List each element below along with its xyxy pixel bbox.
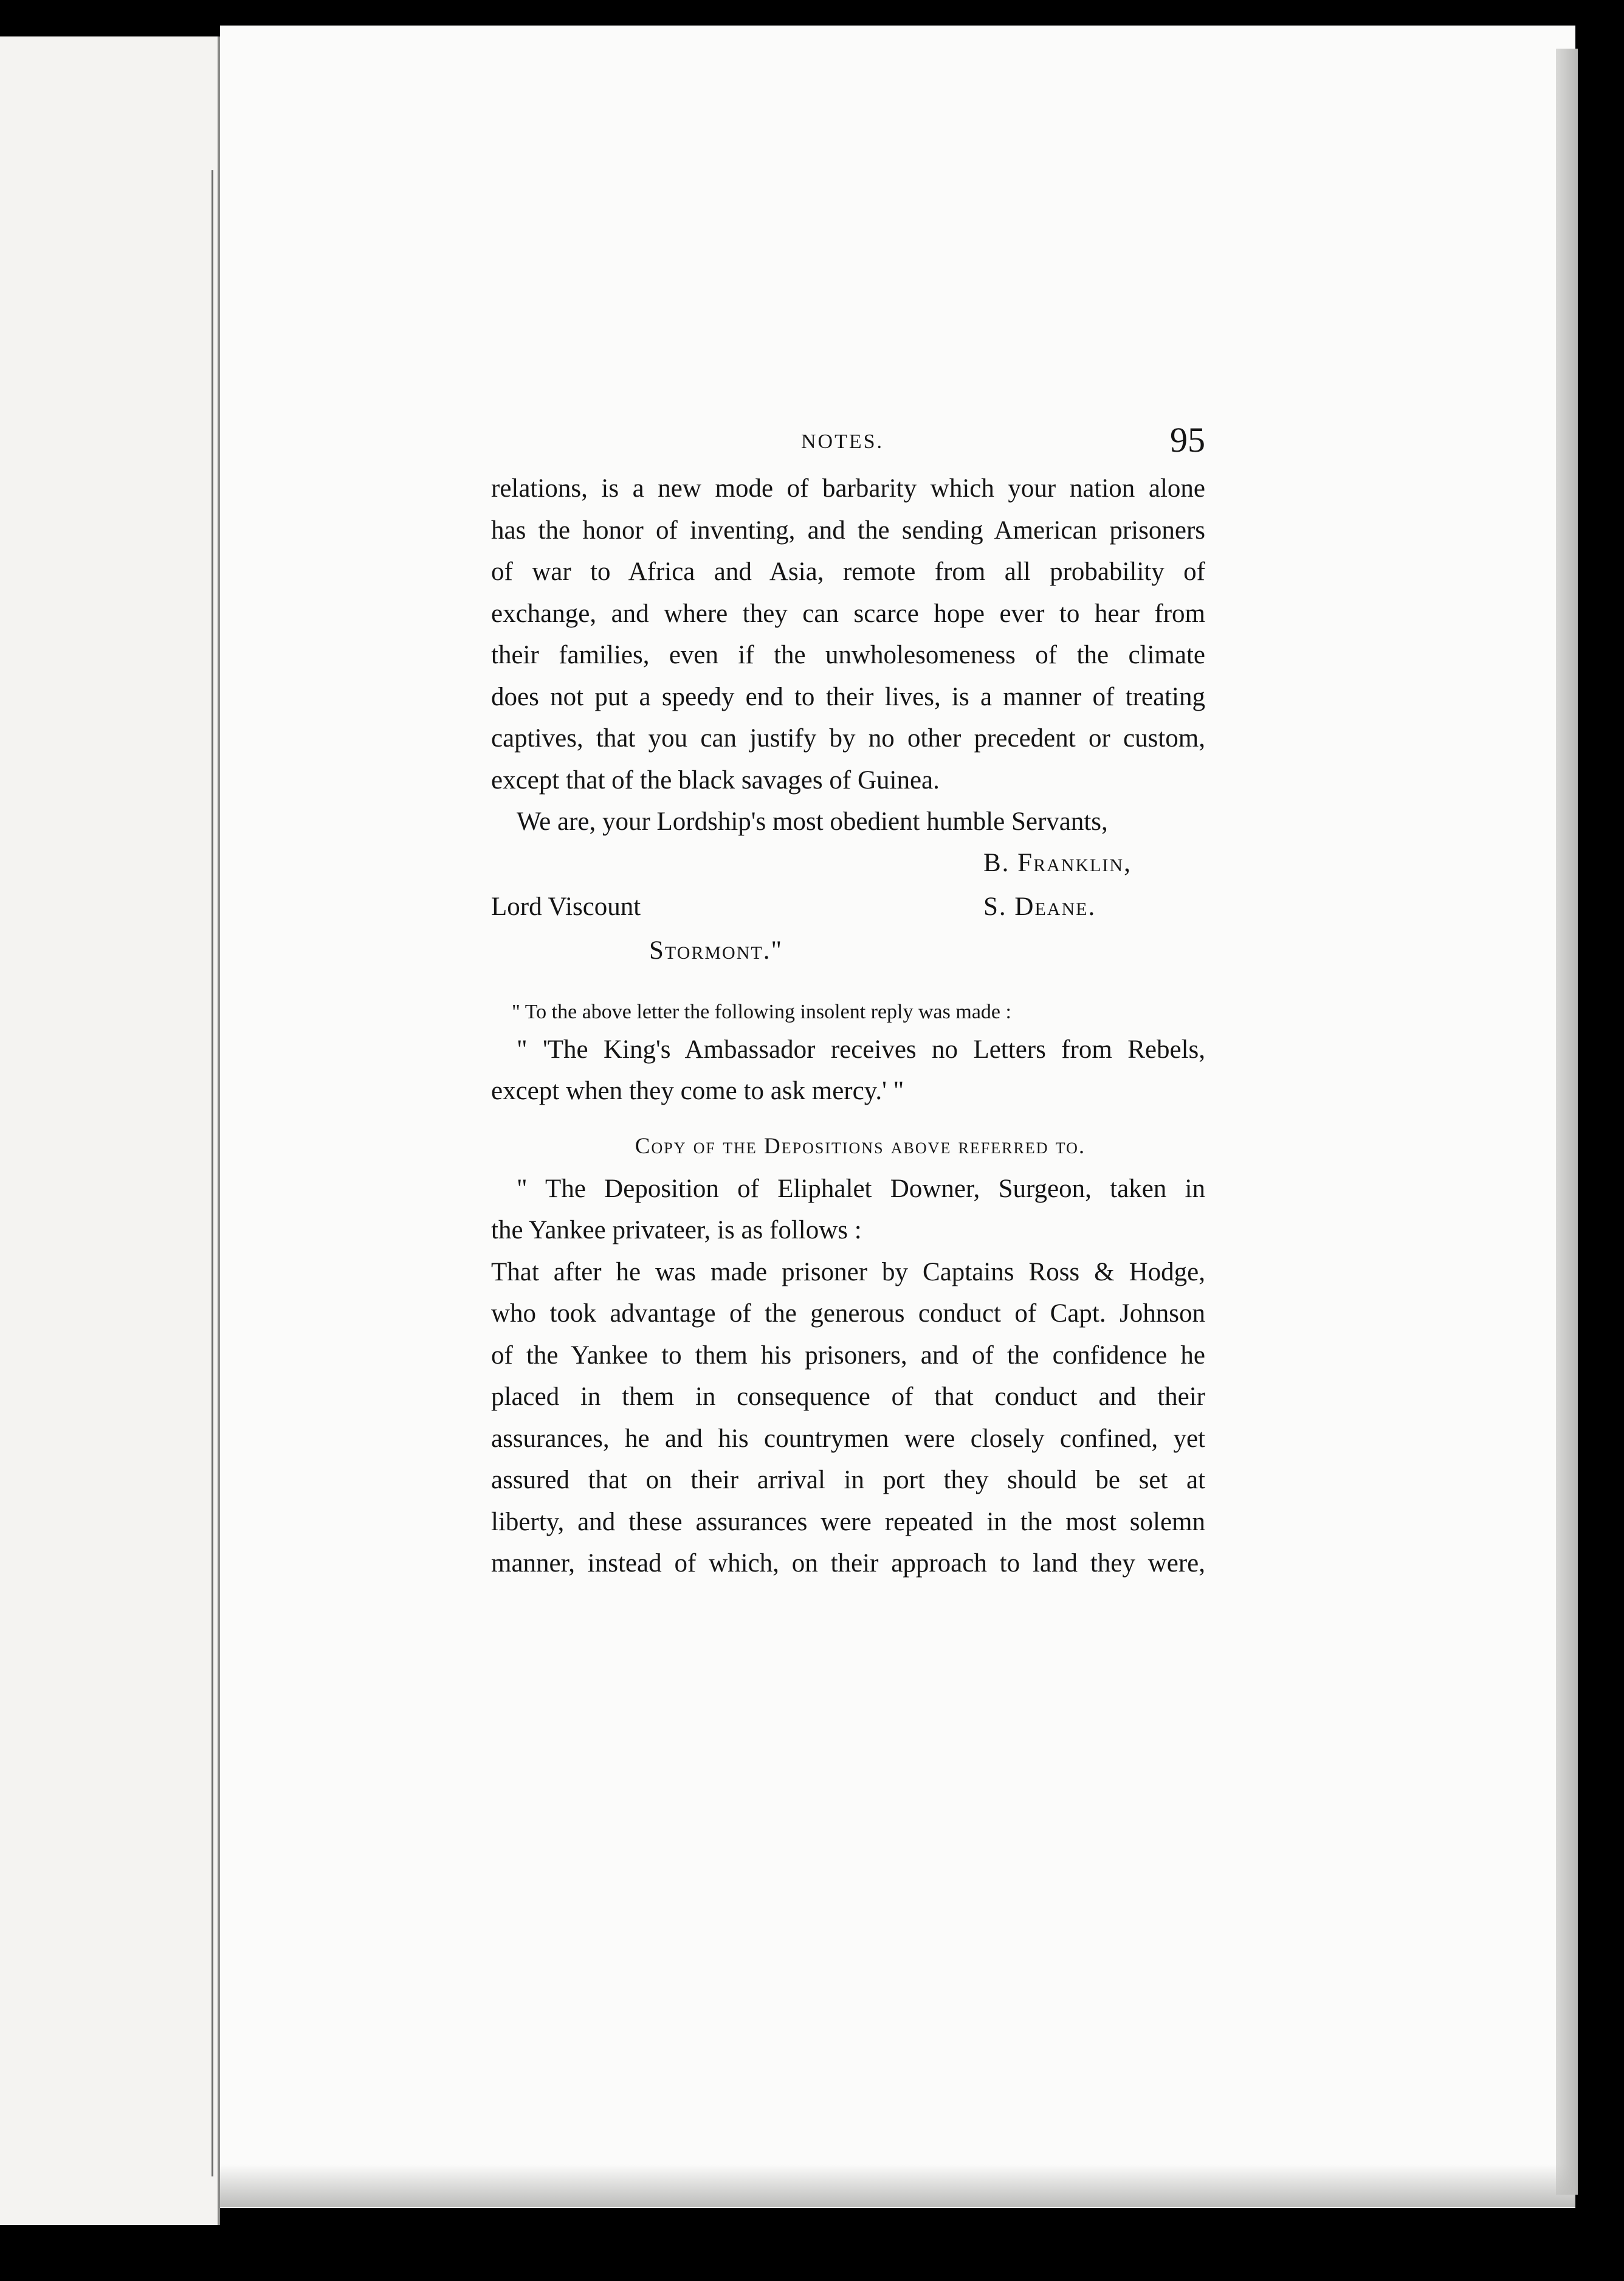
editorial-note: " To the above letter the following insolent reply was made :: [512, 1000, 1011, 1023]
section-heading: Copy of the Depositions above referred to.: [635, 1133, 1086, 1159]
text-line: relations, is a new mode of barbarity which your nation alone: [491, 474, 1205, 503]
right-page-edge: [1556, 49, 1578, 2195]
signature-row-1: [491, 843, 1205, 887]
running-head-title: NOTES.: [801, 430, 884, 453]
signer-deane: S. Deane.: [983, 892, 1096, 921]
page-text: [491, 419, 1205, 1585]
text-line: the Yankee privateer, is as follows :: [491, 1216, 862, 1244]
text-line: assured that on their arrival in port they should be set at: [491, 1466, 1205, 1494]
text-line: does not put a speedy end to their lives, is a manner of treating: [491, 682, 1205, 711]
left-page-edge: [0, 36, 220, 2225]
text-line: who took advantage of the generous conduct of Capt. Johnson: [491, 1299, 1205, 1328]
reply-line: except when they come to ask mercy.' ": [491, 1077, 904, 1105]
closing-line: We are, your Lordship's most obedient humble Servants,: [517, 807, 1108, 836]
text-line: liberty, and these assurances were repeated in the most solemn: [491, 1507, 1205, 1536]
text-line: has the honor of inventing, and the sending American prisoners: [491, 516, 1205, 545]
running-head: [491, 419, 1205, 468]
text-line: placed in them in consequence of that conduct and their: [491, 1382, 1205, 1411]
text-line: assurances, he and his countrymen were closely confined, yet: [491, 1424, 1205, 1453]
text-line: manner, instead of which, on their approach to land they were,: [491, 1549, 1205, 1578]
page-number: 95: [1170, 420, 1205, 460]
text-line: except that of the black savages of Guinea.: [491, 765, 940, 795]
addressee-line-1: Lord Viscount: [491, 892, 641, 921]
addressee-line-2: Stormont.": [649, 936, 783, 965]
text-line: of war to Africa and Asia, remote from all probability of: [491, 557, 1205, 586]
signature-row-2: [491, 887, 1205, 931]
binding-line: [212, 170, 213, 2176]
text-line: " The Deposition of Eliphalet Downer, Surgeon, taken in: [517, 1174, 1205, 1203]
signature-row-3: [491, 931, 1205, 975]
text-line: exchange, and where they can scarce hope ever to hear from: [491, 599, 1205, 628]
text-line: of the Yankee to them his prisoners, and of the confidence he: [491, 1341, 1205, 1370]
reply-block: [491, 1029, 1205, 1113]
page-bottom-shadow: [220, 2164, 1575, 2207]
text-line: That after he was made prisoner by Captains Ross & Hodge,: [491, 1257, 1205, 1286]
letter-body: [491, 468, 1205, 843]
text-line: their families, even if the unwholesomeness of the climate: [491, 641, 1205, 669]
text-line: captives, that you can justify by no other precedent or custom,: [491, 724, 1205, 753]
reply-line: " 'The King's Ambassador receives no Letters from Rebels,: [517, 1035, 1205, 1064]
signer-franklin: B. Franklin,: [983, 848, 1132, 877]
deposition-text: [491, 1168, 1205, 1585]
